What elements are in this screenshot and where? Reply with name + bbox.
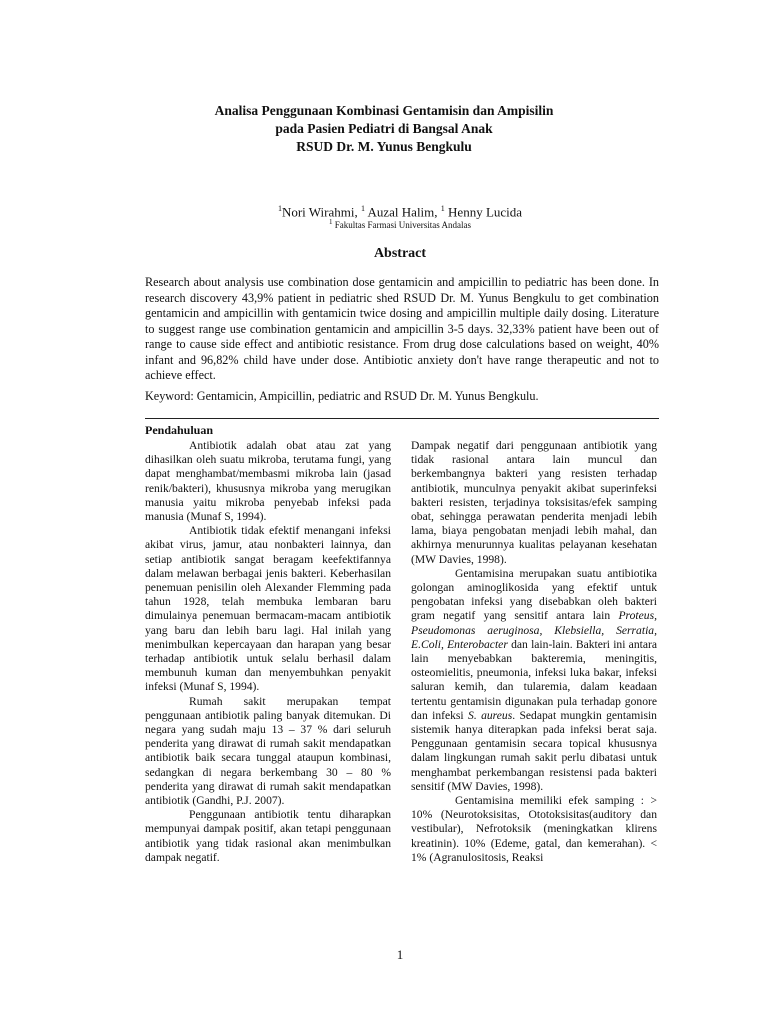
page-number: 1 [396,947,404,962]
section-divider [145,418,659,419]
section-heading: Pendahuluan [145,423,214,437]
author-3: Henny Lucida [444,204,523,220]
paragraph: Penggunaan antibiotik tentu diharapkan mempunyai dampak positif, akan tetapi penggunaan antibiotik yang tidak rasional akan menimbulkan dampak negatif. [145,808,391,864]
text-run: dan lain-lain. Bakteri ini antara lain menyebabkan bakteremia, meningitis, osteomielitis, pneumonia, infeksi luka bakar, infeksi saluran kemih, dan tularemia, dalam keadaan tertentu gentamisin digunakan pula terhadap gonore dan infeksi [411,637,657,722]
text-run: Gentamisina merupakan suatu antibiotika golongan aminoglikosida yang efektif untuk pengobatan infeksi yang disebabkan oleh bakteri gram negatif yang sensitif antara lain [411,566,657,623]
affiliation-text: Fakultas Farmasi Universitas Andalas [334,220,471,230]
abstract-heading: Abstract [373,246,427,261]
paragraph: Dampak negatif dari penggunaan antibiotik yang tidak rasional antara lain muncul dan berkembangnya bakteri yang resisten terhadap antibiotik, munculnya penyakit akibat superinfeksi bakteri resisten, terjadinya toksisitas/efek samping obat, sehingga perawatan penderita menjadi lebih lama, biaya pengobatan menjadi lebih mahal, dan akhirnya menurunnya kualitas pelayanan kesehatan (MW Davies, 1998). [411,439,657,566]
author-2: Auzal Halim, [364,204,441,220]
author-sup: 1 [440,204,445,213]
bacteria-names: Proteus, Pseudomonas aeruginosa, Klebsiella, Serratia, E.Coli, Enterobacter [411,609,657,651]
bacteria-name: S. aureus [468,708,513,722]
title-line-3: RSUD Dr. M. Yunus Bengkulu [296,139,472,154]
keywords: Keyword: Gentamicin, Ampicillin, pediatric and RSUD Dr. M. Yunus Bengkulu. [145,389,539,403]
affiliation [0,218,768,230]
author-1: Nori Wirahmi, [281,204,361,220]
paragraph: Gentamisina memiliki efek samping : > 10% (Neurotoksisitas, Ototoksisitas(auditory dan vestibular), Nefrotoksik (meningkatkan klirens kreatinin). 10% (Edeme, gatal, dan kemerahan). < 1% (Agranulositosis, Reaksi [411,794,657,864]
affiliation-sup: 1 [329,218,333,226]
author-sup: 1 [360,204,365,213]
title-line-2: pada Pasien Pediatri di Bangsal Anak [275,121,493,136]
left-column [145,439,391,865]
author-list [0,201,768,219]
paragraph: Antibiotik adalah obat atau zat yang dihasilkan oleh suatu mikroba, terutama fungi, yang dapat menghambat/membasmi mikroba lain (jasad renik/bakteri), khususnya mikroba yang merugikan manusia yaitu mikroba penyebab infeksi pada manusia (Munaf S, 1994). [145,439,391,524]
author-sup: 1 [277,204,282,213]
paragraph [411,567,657,794]
paragraph: Rumah sakit merupakan tempat penggunaan antibiotik paling banyak ditemukan. Di negara yang sudah maju 13 – 37 % dari seluruh penderita yang dirawat di rumah sakit mendapatkan antibiotik baik secara tunggal ataupun kombinasi, sedangkan di negara berkembang 30 – 80 % penderita yang dirawat di rumah sakit mendapatkan antibiotik (Gandhi, P.J. 2007). [145,694,391,808]
abstract-text: Research about analysis use combination dose gentamicin and ampicillin to pediatric has been done. In research discovery 43,9% patient in pediatric shed RSUD Dr. M. Yunus Bengkulu to get combination gentamicin and ampicillin with gentamicin twice dosing and ampicillin multiple daily dosing. Literature to suggest range use combination gentamicin and ampicillin 3-5 days. 32,33% patient have been out of range to cause side effect and antibiotic resistance. From drug dose calculations based on weight, 40% infant and 96,82% child have under dose. Antibiotic anxiety don't have range therapeutic and not to achieve effect. [145,275,659,382]
title-line-1: Analisa Penggunaan Kombinasi Gentamisin dan Ampisilin [214,103,554,118]
paragraph: Antibiotik tidak efektif menangani infeksi akibat virus, jamur, atau nonbakteri lainnya, dan setiap antibiotik sangat beragam keefektifannya dalam melawan berbagai jenis bakteri. Keberhasilan penemuan penisilin oleh Alexander Flemming pada tahun 1928, telah membuka lembaran baru dimulainya penemuan bermacam-macam antibiotik yang baru dan lebih baru lagi. Hal inilah yang menimbulkan kepercayaan dan harapan yang besar terhadap antibiotik untuk selalu berhasil dalam membunuh kuman dan menyembuhkan penyakit infeksi (Munaf S, 1994). [145,524,391,694]
paper-title [0,102,768,156]
right-column [411,439,657,865]
text-run: . Sedapat mungkin gentamisin sistemik hanya diterapkan pada infeksi berat saja. Penggunaan gentamisin secara topical khususnya dalam lingkungan rumah sakit perlu dibatasi untuk menghambat perkembangan resistensi pada bakteri sensitif (MW Davies, 1998). [411,708,657,793]
